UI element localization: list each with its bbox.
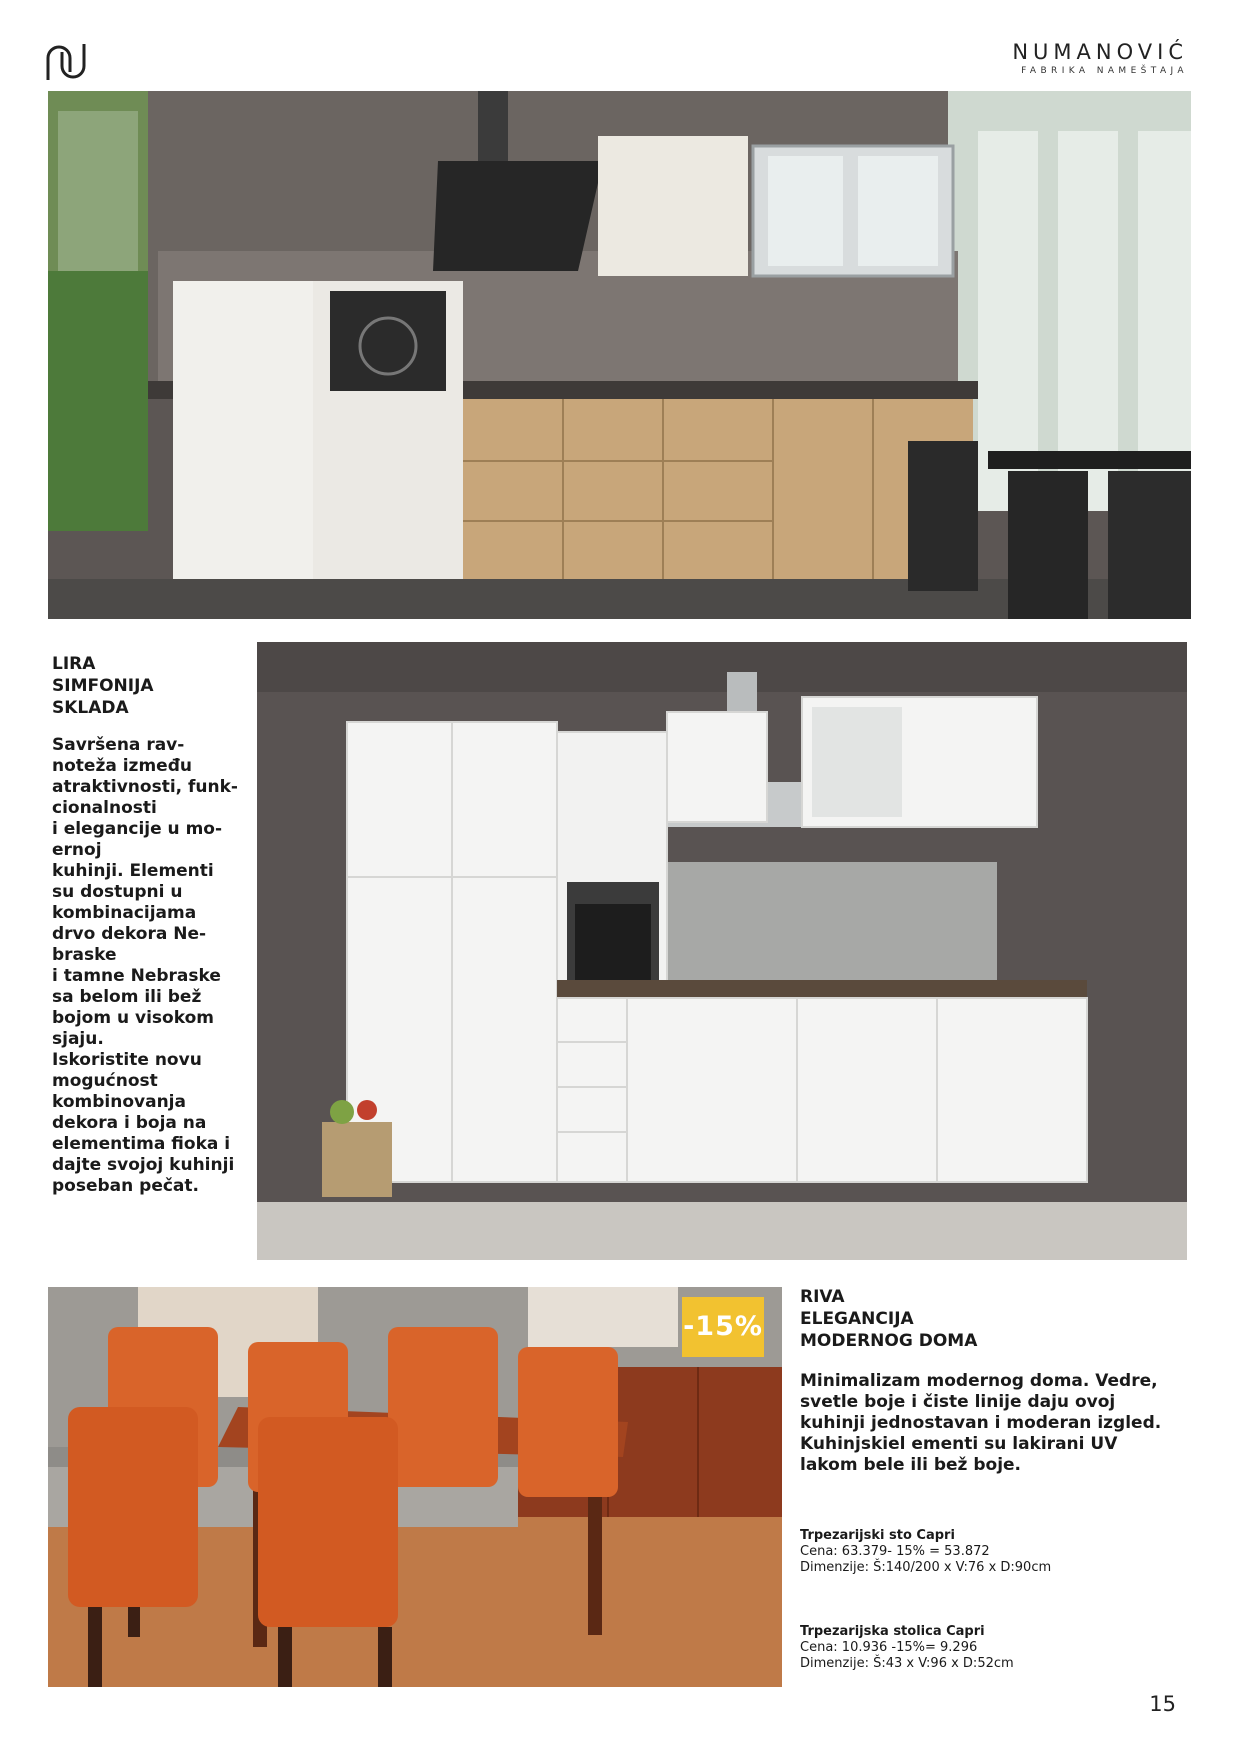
discount-badge: -15% xyxy=(682,1297,764,1357)
product-title: Trpezarijski sto Capri xyxy=(800,1528,955,1543)
product-dimensions: Dimenzije: Š:140/200 x V:76 x D:90cm xyxy=(800,1560,1052,1575)
lira-kitchen-photo xyxy=(48,91,1191,619)
product-table-spec xyxy=(800,1528,1200,1576)
numanovic-logo-icon xyxy=(44,42,88,82)
lira-description: Savršena rav- noteža između atraktivnosti, funk- cionalnosti i elegancije u mo- ernoj kuhinji. Elementi su dostupni u kombinacijama drvo dekora Ne- braske i tamne Nebraske sa belom ili bež bojom u visokom sjaju. Iskoristite novu mogućnost kombinovanja dekora i boja na elementima fioka i dajte svojoj kuhinji poseban pečat. xyxy=(52,735,238,1196)
page-number: 15 xyxy=(1149,1692,1176,1716)
brand-name: NUMANOVIĆ xyxy=(1012,40,1188,64)
lira-heading: LIRA SIMFONIJA SKLADA xyxy=(52,654,154,718)
capri-dining-photo xyxy=(48,1287,782,1687)
riva-description: Minimalizam modernog doma. Vedre, svetle boje i čiste linije daju ovoj kuhinji jednostavan i moderan izgled. Kuhinjskiel ementi su lakirani UV lakom bele ili bež boje. xyxy=(800,1371,1162,1475)
riva-kitchen-photo xyxy=(257,642,1187,1260)
product-chair-spec xyxy=(800,1624,1200,1672)
riva-heading: RIVA ELEGANCIJA MODERNOG DOMA xyxy=(800,1287,978,1351)
product-price: Cena: 63.379- 15% = 53.872 xyxy=(800,1544,990,1559)
brand-block xyxy=(1012,40,1188,76)
brand-tagline: FABRIKA NAMEŠTAJA xyxy=(1021,66,1188,76)
product-dimensions: Dimenzije: Š:43 x V:96 x D:52cm xyxy=(800,1656,1014,1671)
product-title: Trpezarijska stolica Capri xyxy=(800,1624,985,1639)
product-price: Cena: 10.936 -15%= 9.296 xyxy=(800,1640,978,1655)
